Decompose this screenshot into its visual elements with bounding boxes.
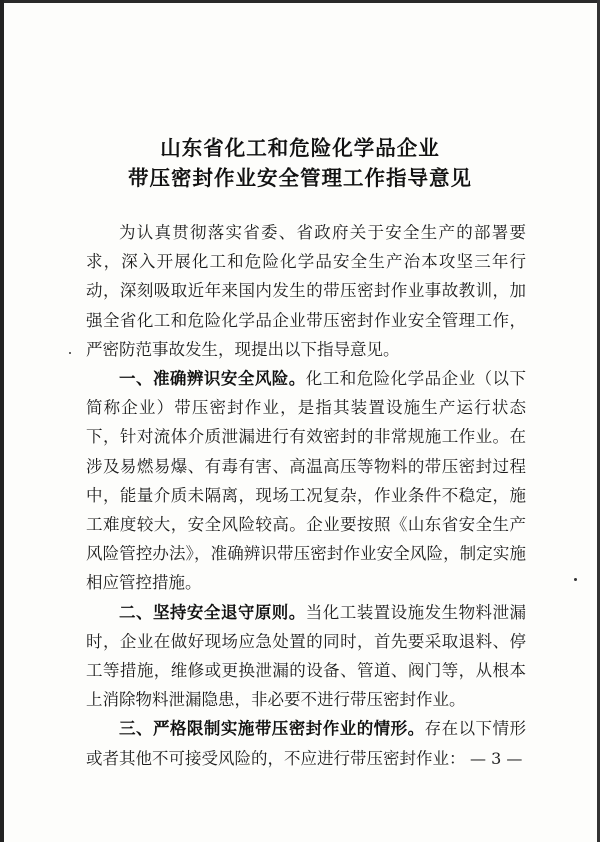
scan-speck [69, 352, 71, 354]
paragraph-section-2 [86, 598, 526, 715]
section-1-text: 化工和危险化学品企业（以下简称企业）带压密封作业，是指其装置设施生产运行状态下，针对流体介质泄漏进行有效密封的非常规施工作业。在涉及易燃易爆、有毒有害、高温高压等物料的带压密封过程中，能量介质未隔离，现场工况复杂，作业条件不稳定，施工难度较大，安全风险较高。企业要按照《山东省安全生产风险管控办法》，准确辨识带压密封作业安全风险，制定实施相应管控措施。 [86, 369, 527, 593]
document-title-line-2: 带压密封作业安全管理工作指导意见 [128, 166, 472, 190]
document-title-line-1: 山东省化工和危险化学品企业 [160, 136, 440, 160]
paragraph-intro [86, 218, 526, 364]
section-1-heading: 一、准确辨识安全风险。 [119, 369, 306, 389]
section-2-heading: 二、坚持安全退守原则。 [119, 602, 306, 622]
section-3-text: 存在以下情形或者其他不可接受风险的，不应进行带压密封作业： [86, 719, 527, 768]
scan-border-left [0, 0, 4, 842]
paragraph-section-1 [86, 364, 526, 598]
section-3-heading: 三、严格限制实施带压密封作业的情形。 [119, 719, 425, 739]
page-number: — 3 — [470, 749, 523, 768]
paragraph-intro-text: 为认真贯彻落实省委、省政府关于安全生产的部署要求，深入开展化工和危险化学品安全生产治本攻坚三年行动，深刻吸取近年来国内发生的带压密封作业事故教训，加强全省化工和危险化学品企业带压密封作业安全管理工作，严密防范事故发生，现提出以下指导意见。 [86, 223, 526, 359]
document-body [86, 218, 526, 773]
section-2-text: 当化工装置设施发生物料泄漏时，企业在做好现场应急处置的同时，首先要采取退料、停工等措施，维修或更换泄漏的设备、管道、阀门等，从根本上消除物料泄漏隐患，非必要不进行带压密封作业。 [86, 602, 527, 710]
scan-speck [574, 578, 577, 581]
paragraph-section-3 [86, 714, 526, 772]
scan-border-top [0, 0, 600, 3]
